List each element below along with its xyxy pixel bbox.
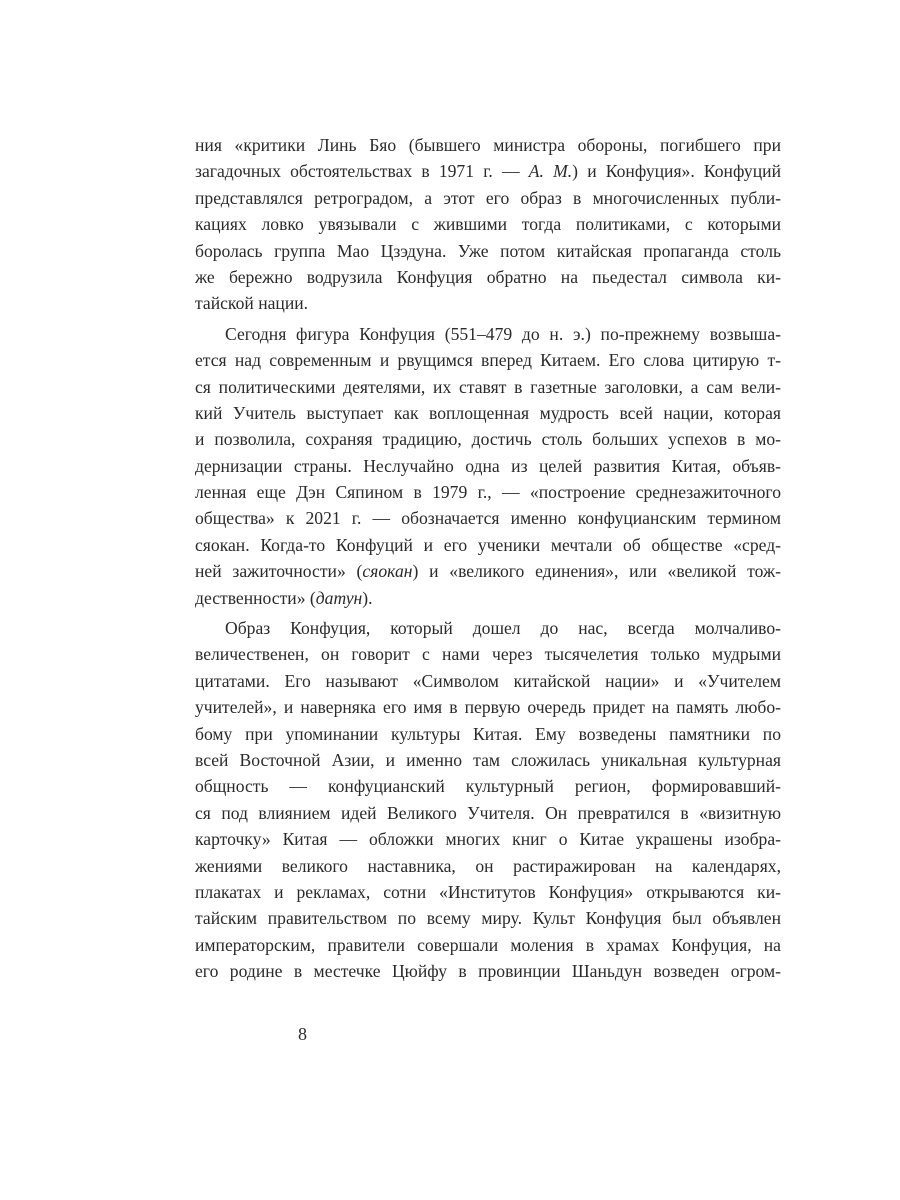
text-line: боролась группа Мао Цзэдуна. Уже потом китайская пропаганда столь — [195, 240, 781, 261]
page-number: 8 — [298, 1024, 307, 1044]
term-xiaokang: сяокан — [362, 561, 413, 582]
text-line: общества» к 2021 г. — обозначается именно конфуцианским термином — [195, 508, 781, 529]
text-line: ния «критики Линь Бяо (бывшего министра обороны, погибшего при — [195, 135, 781, 155]
text-line: карточку» Китая — обложки многих книг о Китае украшены изобра- — [195, 829, 781, 850]
text-line: ся политическими деятелями, их ставят в газетные заголовки, а сам вели- — [195, 376, 781, 397]
text-line: величественен, он говорит с нами через тысячелетия только мудрыми — [195, 644, 781, 665]
text-line: ся под влиянием идей Великого Учителя. Он превратился в «визитную — [195, 802, 781, 823]
text-line: жениями великого наставника, он растиражирован на календарях, — [195, 855, 781, 876]
text-line: Образ Конфуция, который дошел до нас, всегда молчаливо- — [225, 618, 781, 639]
text-line: кий Учитель выступает как воплощенная мудрость всей нации, которая — [195, 402, 781, 423]
text-line: императорским, правители совершали моления в храмах Конфуция, на — [195, 934, 781, 955]
body-text — [195, 132, 781, 985]
text-line: тайской нации. — [195, 293, 309, 314]
text-line: цитатами. Его называют «Символом китайской нации» и «Учителем — [195, 670, 781, 691]
text-line: всей Восточной Азии, и именно там сложилась уникальная культурная — [195, 749, 781, 770]
text-line: плакатах и рекламах, сотни «Институтов Конфуция» открываются ки- — [195, 881, 781, 902]
text-line: сяокан. Когда-то Конфуций и его ученики мечтали об обществе «сред- — [195, 534, 781, 555]
term-datong: датун — [315, 587, 363, 608]
text-line: его родине в местечке Цюйфу в провинции Шаньдун возведен огром- — [195, 961, 781, 982]
text-line: учителей», и наверняка его имя в первую очередь придет на память любо- — [195, 697, 781, 718]
author-initials: А. М. — [528, 161, 573, 182]
text-line: кациях ловко увязывали с жившими тогда политиками, с которыми — [195, 214, 781, 235]
text-line: же бережно водрузила Конфуция обратно на пьедестал символа ки- — [195, 266, 781, 287]
text-line: ленная еще Дэн Сяпином в 1979 г., — «построение среднезажиточного — [195, 482, 781, 503]
text-line: тайским правительством по всему миру. Культ Конфуция был объявлен — [195, 908, 781, 929]
text-line: ется над современным и рвущимся вперед Китаем. Его слова цитирую т- — [195, 350, 781, 371]
text-line: ней зажиточности» (сяокан) и «великого единения», или «великой тож- — [195, 561, 781, 582]
text-line: дернизации страны. Неслучайно одна из целей развития Китая, объяв- — [195, 455, 781, 476]
text-line: Сегодня фигура Конфуция (551–479 до н. э.) по-прежнему возвыша- — [225, 323, 781, 344]
text-line: и позволила, сохраняя традицию, достичь столь больших успехов в мо- — [195, 429, 781, 450]
text-line: дественности» (датун). — [195, 587, 373, 608]
text-line: загадочных обстоятельствах в 1971 г. — А. М.) и Конфуция». Конфуций — [195, 161, 781, 182]
text-line: представлялся ретроградом, а этот его образ в многочисленных публи- — [195, 187, 781, 208]
text-line: общность — конфуцианский культурный регион, формировавший- — [195, 776, 781, 797]
text-line: бому при упоминании культуры Китая. Ему возведены памятники по — [195, 723, 781, 744]
